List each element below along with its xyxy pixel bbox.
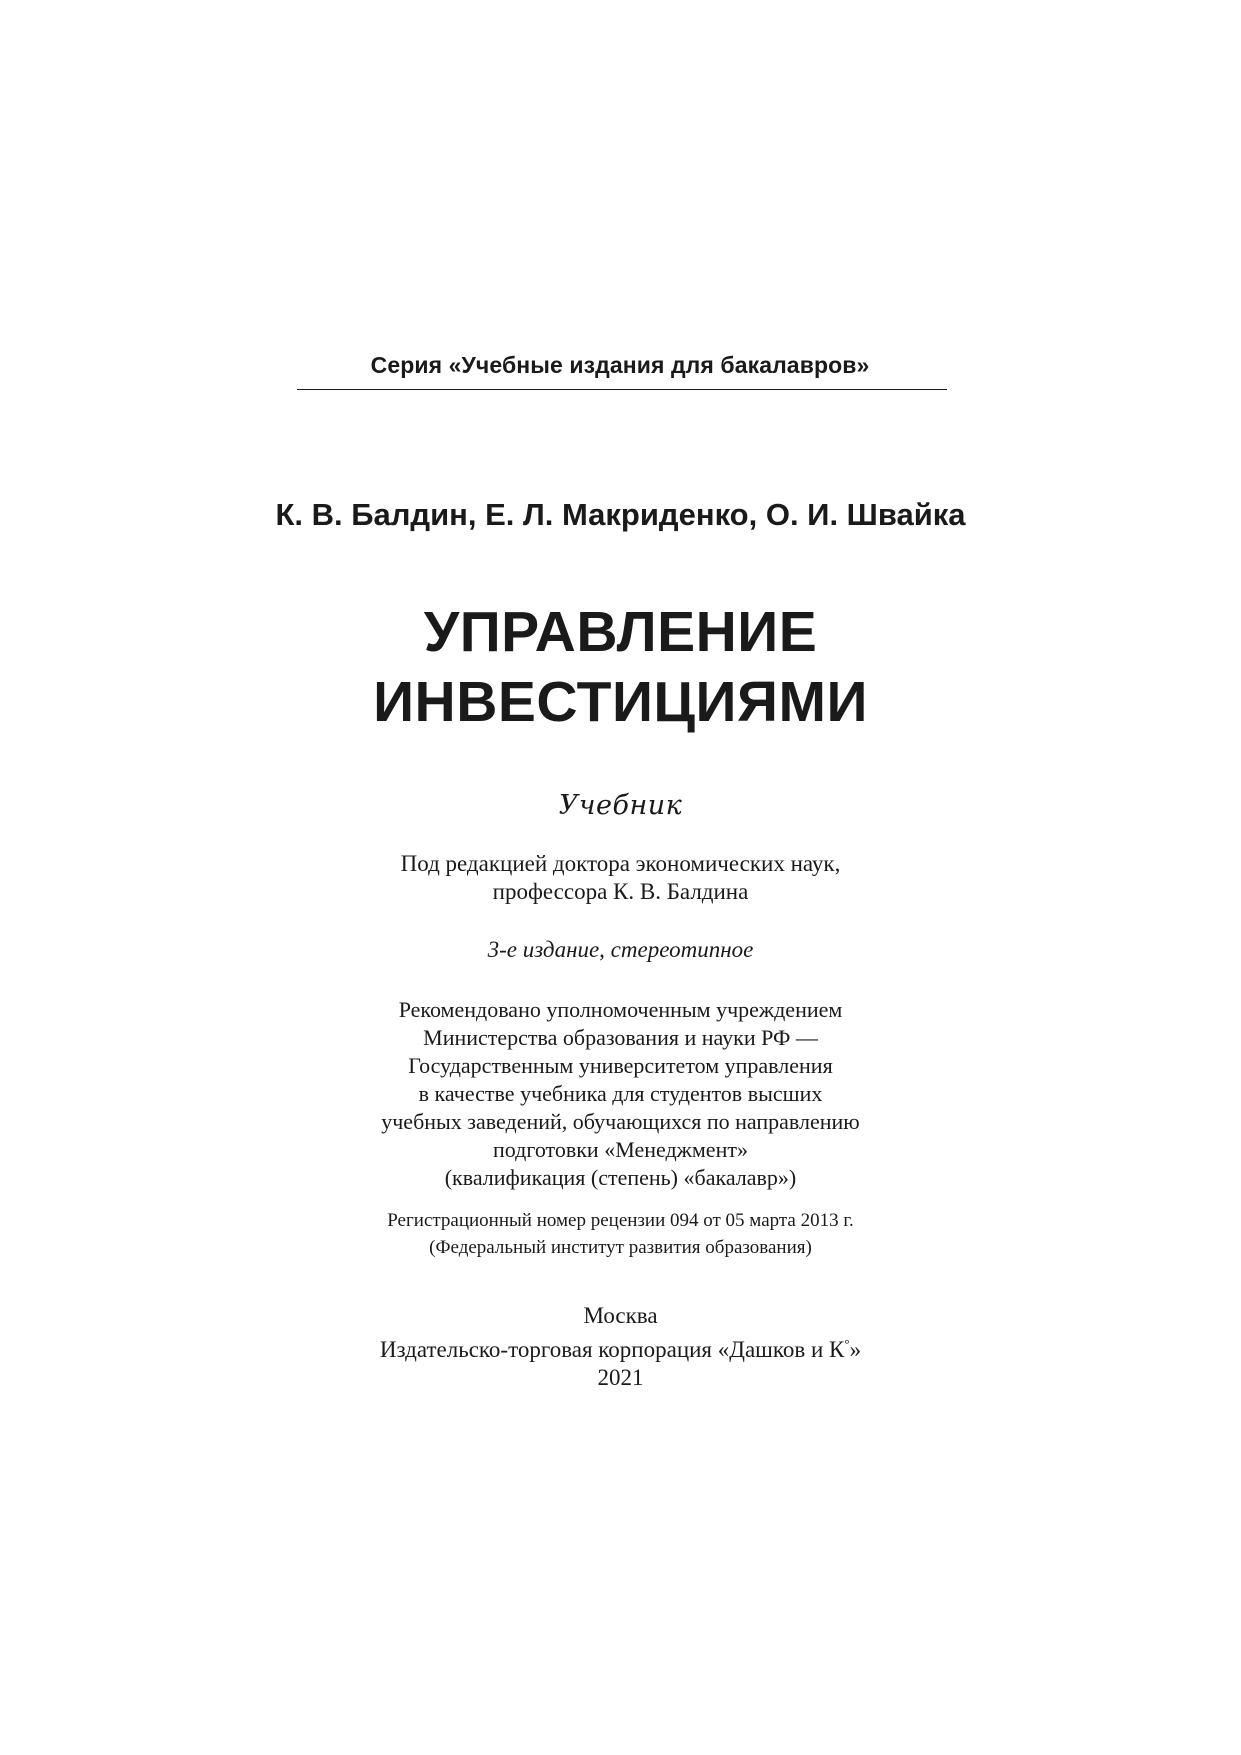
imprint-block (200, 1302, 1041, 1392)
series-heading: Серия «Учебные издания для бакалавров» (370, 352, 870, 378)
recommendation-line: Государственным университетом управления (408, 1053, 833, 1078)
recommendation-line: учебных заведений, обучающихся по направлению (381, 1109, 860, 1134)
registration-block (200, 1207, 1041, 1261)
imprint-publisher-degree-mark: ° (844, 1336, 850, 1351)
editor-note (200, 850, 1041, 906)
editor-note-line-2: профессора К. В. Балдина (492, 879, 749, 904)
edition-info: 3-е издание, стереотипное (487, 937, 754, 962)
imprint-publisher-name: Издательско-торговая корпорация «Дашков и К (379, 1337, 845, 1362)
book-title-line-2: ИНВЕСТИЦИЯМИ (373, 670, 868, 734)
imprint-year: 2021 (597, 1365, 644, 1390)
authors: К. В. Балдин, Е. Л. Макриденко, О. И. Швайка (275, 497, 966, 532)
recommendation-line: Министерства образования и науки РФ — (423, 1025, 818, 1050)
imprint-publisher-close-quote: » (849, 1337, 862, 1362)
registration-line-2: (Федеральный институт развития образования) (429, 1237, 812, 1258)
book-type: Учебник (558, 790, 683, 821)
imprint-city: Москва (583, 1303, 658, 1328)
imprint-publisher (200, 1330, 1041, 1364)
recommendation-line: Рекомендовано уполномоченным учреждением (398, 997, 843, 1022)
recommendation-line: подготовки «Менеджмент» (493, 1137, 748, 1162)
book-title-line-1: УПРАВЛЕНИЕ (423, 600, 818, 664)
recommendation-block (200, 996, 1041, 1192)
editor-note-line-1: Под редакцией доктора экономических наук, (400, 851, 841, 876)
book-title (200, 597, 1041, 737)
recommendation-line: в качестве учебника для студентов высших (418, 1081, 823, 1106)
recommendation-line: (квалификация (степень) «бакалавр») (444, 1165, 797, 1190)
series-divider (297, 389, 947, 390)
registration-line-1: Регистрационный номер рецензии 094 от 05 марта 2013 г. (387, 1210, 854, 1231)
